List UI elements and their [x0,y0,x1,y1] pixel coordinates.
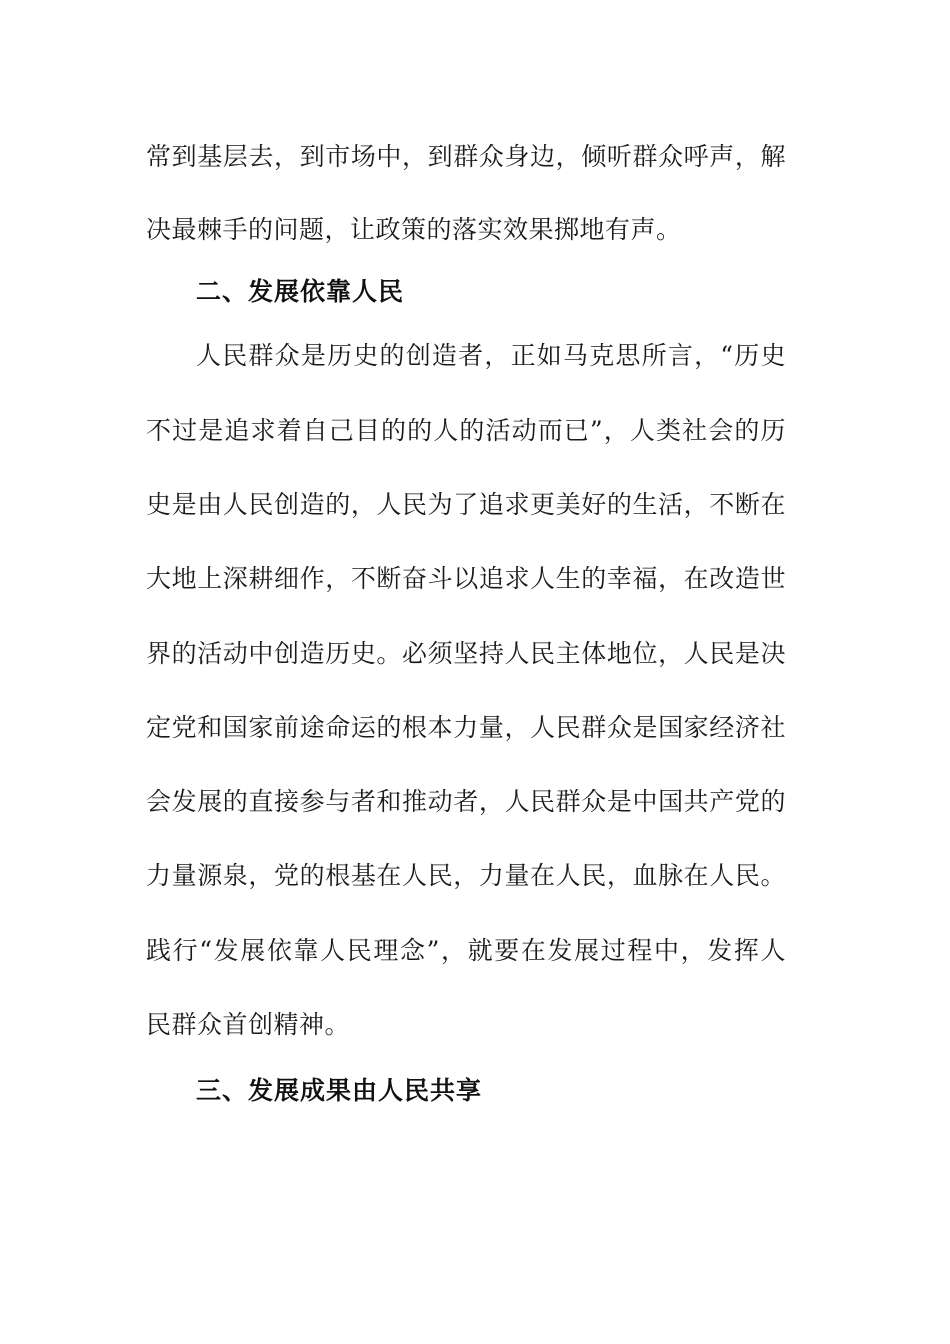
body-text-line: 不过是追求着自己目的的人的活动而已”，人类社会的历 [146,416,786,445]
section-heading: 三、发展成果由人民共享 [196,1076,483,1105]
body-text-line: 大地上深耕细作，不断奋斗以追求人生的幸福，在改造世 [146,564,786,593]
body-text-line: 会发展的直接参与者和推动者，人民群众是中国共产党的 [146,787,786,816]
body-text-line: 定党和国家前途命运的根本力量，人民群众是国家经济社 [146,713,786,742]
body-text-line: 常到基层去，到市场中，到群众身边，倾听群众呼声，解 [146,142,786,171]
body-text-line: 力量源泉，党的根基在人民，力量在人民，血脉在人民。 [146,861,786,890]
body-text-line: 民群众首创精神。 [146,1010,351,1039]
section-heading: 二、发展依靠人民 [196,277,405,306]
body-text-line: 践行“发展依靠人民理念”，就要在发展过程中，发挥人 [146,936,786,965]
body-text-line: 决最棘手的问题，让政策的落实效果掷地有声。 [146,215,682,244]
body-text-line: 史是由人民创造的，人民为了追求更美好的生活，不断在 [146,490,786,519]
body-text-line: 界的活动中创造历史。必须坚持人民主体地位，人民是决 [146,639,786,668]
body-text-line: 人民群众是历史的创造者，正如马克思所言，“历史 [196,341,786,370]
